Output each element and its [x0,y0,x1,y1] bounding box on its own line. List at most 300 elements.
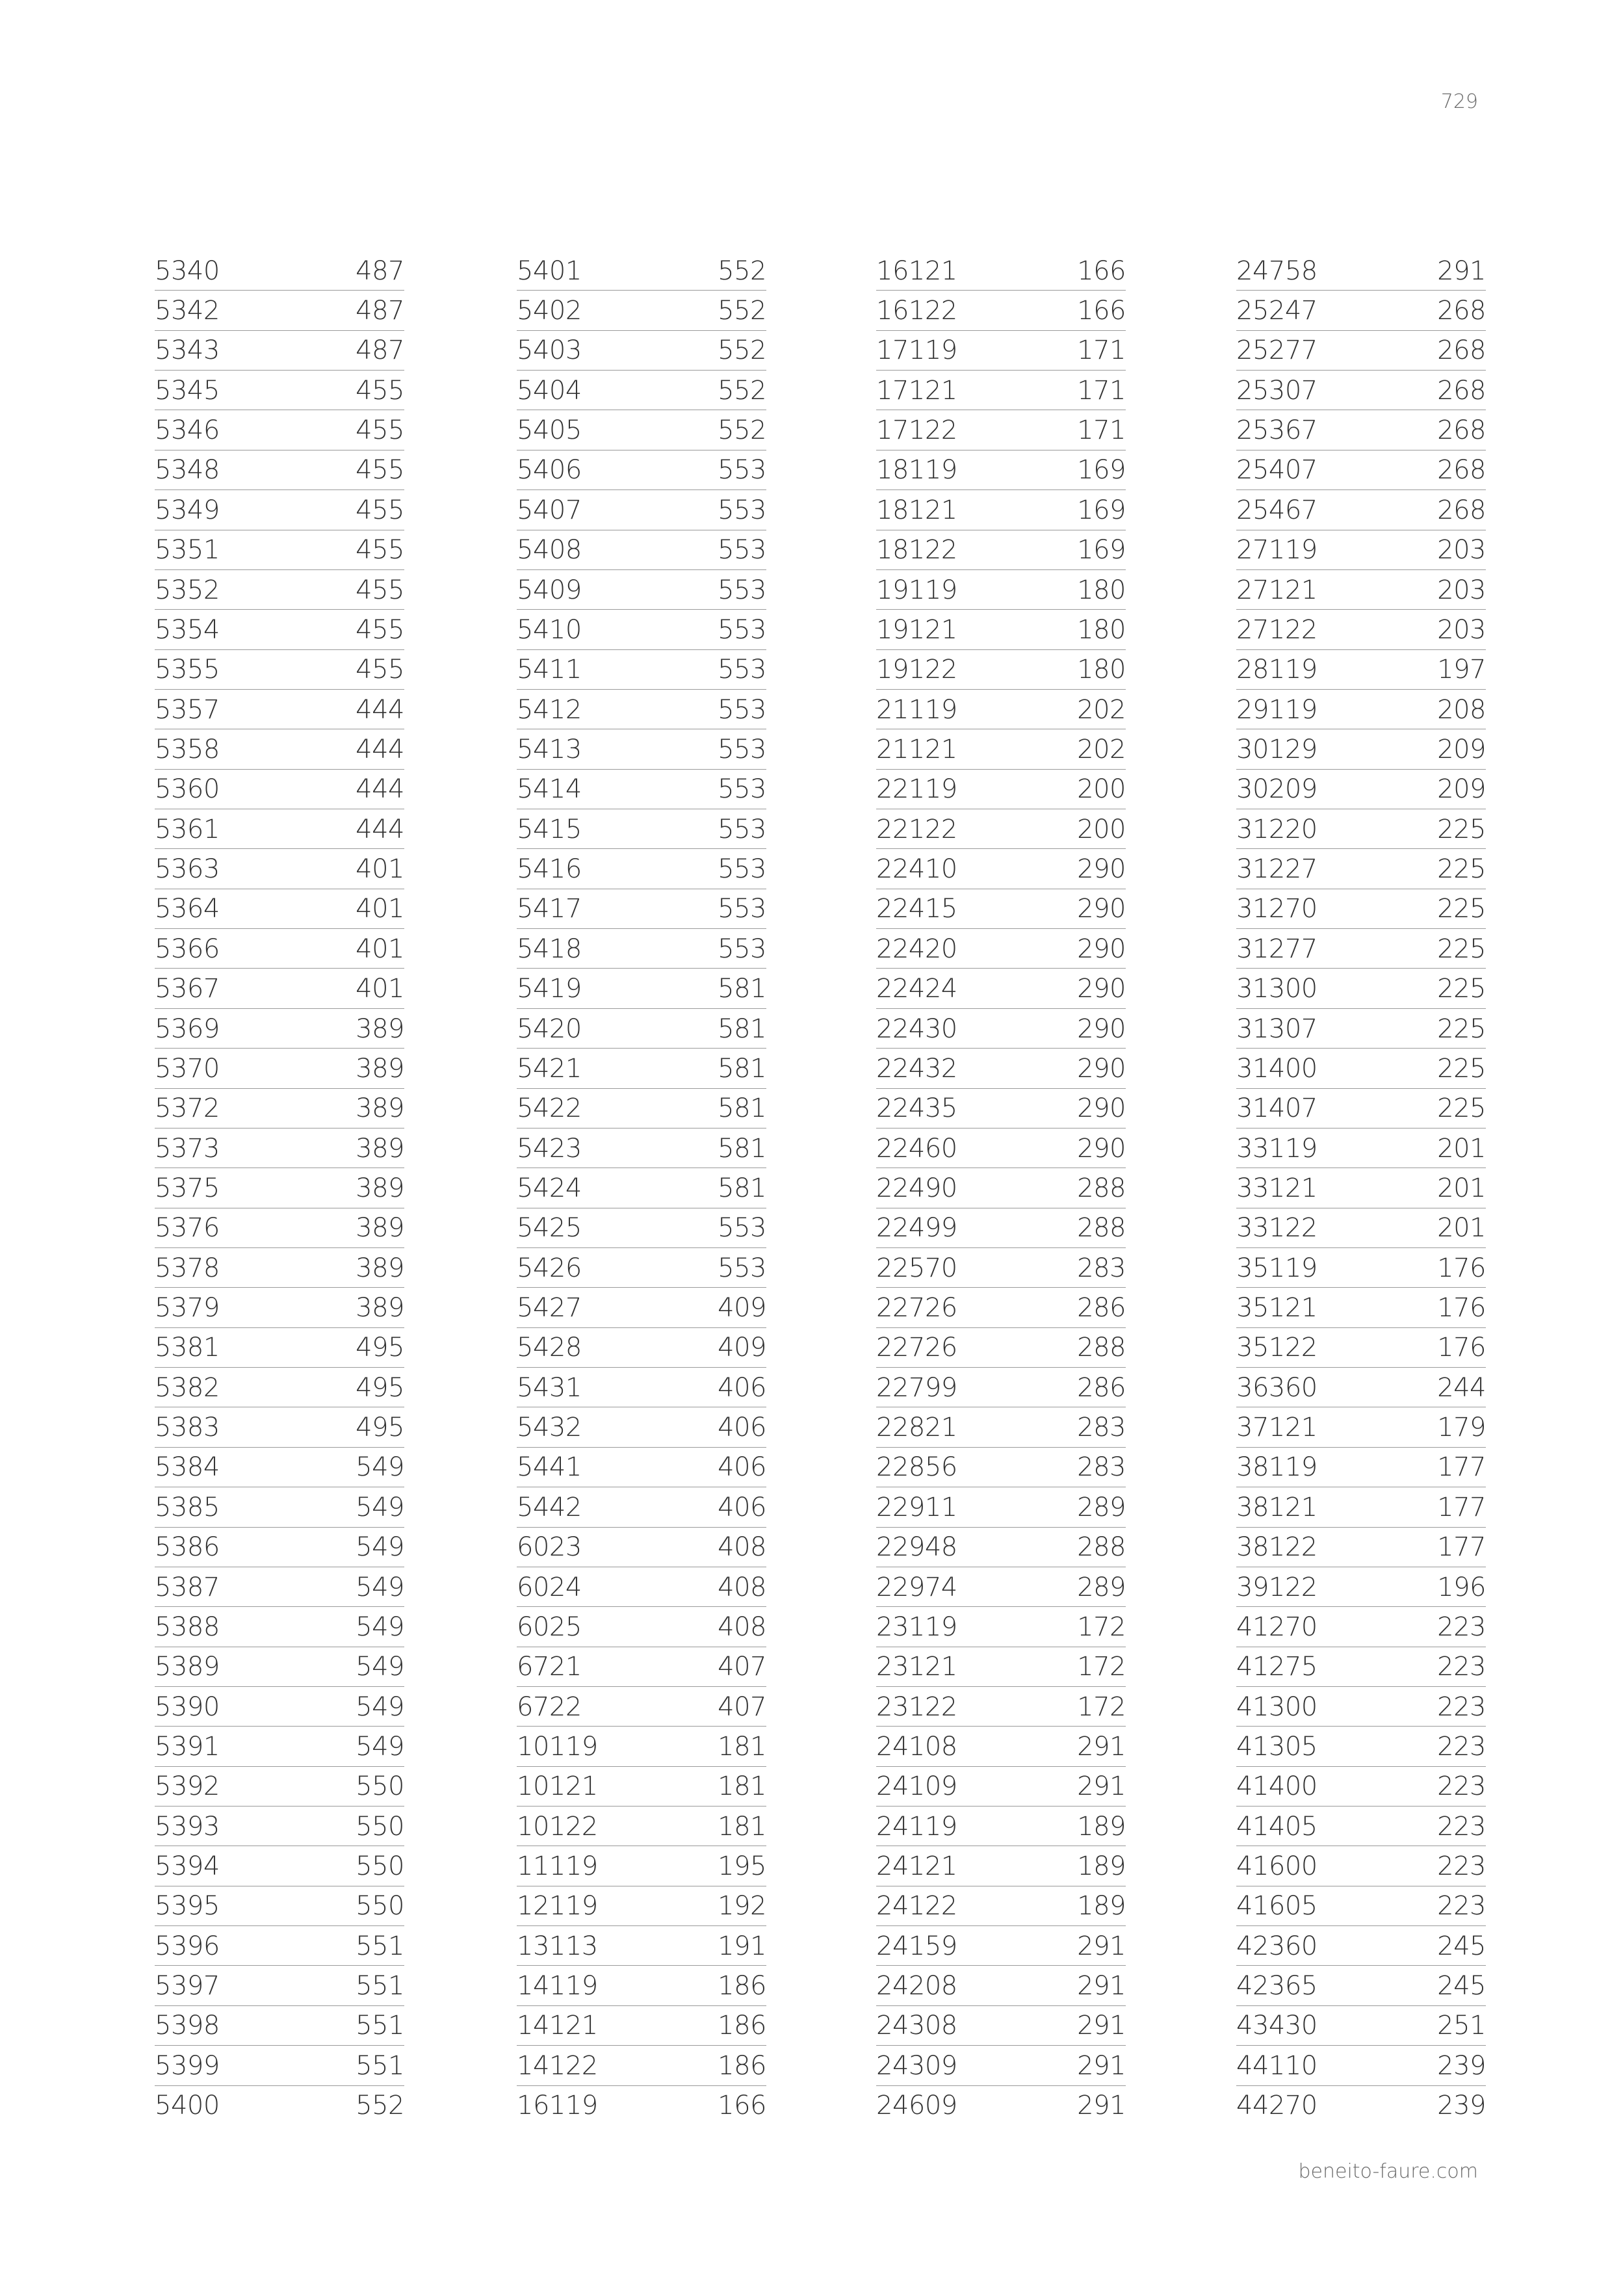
index-row [155,1407,404,1447]
reference-code: 14122 [517,2050,598,2081]
index-row [155,570,404,610]
reference-code: 17121 [876,375,957,406]
reference-code: 5398 [155,2011,220,2041]
page-reference: 552 [718,415,766,446]
index-row [1236,969,1486,1008]
page-reference: 290 [1077,854,1126,885]
page-reference: 553 [718,694,766,725]
index-row [876,1288,1126,1327]
page-reference: 239 [1437,2091,1486,2121]
page-reference: 181 [718,1811,766,1842]
page-reference: 200 [1077,774,1126,805]
index-row [517,610,766,649]
page-reference: 581 [718,1013,766,1044]
index-row [1236,2006,1486,2046]
reference-code: 16119 [517,2091,598,2121]
index-row [1236,1647,1486,1687]
page-reference: 209 [1437,734,1486,764]
index-row [517,1607,766,1647]
index-row [876,1528,1126,1567]
reference-code: 5384 [155,1452,220,1483]
page-reference: 389 [356,1053,404,1084]
page-reference: 268 [1437,335,1486,366]
index-row [876,490,1126,530]
index-row [876,969,1126,1008]
page-reference: 225 [1437,1053,1486,1084]
reference-code: 24609 [876,2091,957,2121]
index-row [517,650,766,690]
reference-code: 5401 [517,255,582,286]
page-reference: 495 [356,1333,404,1363]
page-reference: 288 [1077,1173,1126,1203]
reference-code: 5357 [155,694,220,725]
page-reference: 288 [1077,1333,1126,1363]
reference-code: 5396 [155,1931,220,1961]
index-row [876,1567,1126,1607]
index-row [155,1966,404,2005]
page-reference: 166 [1077,255,1126,286]
index-row [1236,929,1486,969]
index-row [517,2046,766,2085]
reference-code: 5390 [155,1691,220,1722]
page-reference: 288 [1077,1532,1126,1563]
page-reference: 176 [1437,1333,1486,1363]
reference-code: 25367 [1236,415,1318,446]
index-row [517,2086,766,2126]
index-row [876,291,1126,330]
index-row [1236,889,1486,929]
page-reference: 406 [718,1372,766,1403]
page-reference: 177 [1437,1532,1486,1563]
reference-code: 30209 [1236,774,1318,805]
index-row [876,1128,1126,1168]
page-reference: 444 [356,694,404,725]
page-reference: 172 [1077,1652,1126,1682]
index-row [155,1687,404,1727]
page-reference: 186 [718,2050,766,2081]
reference-code: 10119 [517,1731,598,1762]
index-row [1236,530,1486,570]
page-reference: 225 [1437,974,1486,1004]
page-reference: 551 [356,2050,404,2081]
index-row [517,849,766,889]
index-row [876,2086,1126,2126]
reference-code: 19122 [876,655,957,685]
index-row [517,1407,766,1447]
page-reference: 553 [718,614,766,645]
page-reference: 245 [1437,1971,1486,2002]
index-row [517,889,766,929]
reference-code: 5441 [517,1452,582,1483]
page-reference: 291 [1077,2011,1126,2041]
index-row [155,969,404,1008]
index-row [1236,690,1486,729]
page-reference: 225 [1437,854,1486,885]
page-reference: 201 [1437,1173,1486,1203]
index-row [876,1807,1126,1846]
reference-code: 22490 [876,1173,957,1203]
index-row [155,889,404,929]
page-reference: 169 [1077,535,1126,566]
page-reference: 553 [718,1253,766,1283]
page-reference: 455 [356,495,404,525]
page-reference: 389 [356,1213,404,1244]
reference-code: 5358 [155,734,220,764]
index-row [155,1448,404,1487]
index-row [876,1607,1126,1647]
page-reference: 290 [1077,1133,1126,1164]
index-row [517,570,766,610]
index-row [876,929,1126,969]
page-reference: 549 [356,1611,404,1642]
reference-code: 5391 [155,1731,220,1762]
reference-code: 22119 [876,774,957,805]
reference-code: 5421 [517,1053,582,1084]
page-reference: 176 [1437,1293,1486,1324]
index-row [517,530,766,570]
index-row [1236,1089,1486,1128]
page-reference: 550 [356,1811,404,1842]
page-reference: 208 [1437,694,1486,725]
reference-code: 33121 [1236,1173,1318,1203]
index-row [155,610,404,649]
index-row [517,809,766,849]
index-row [1236,371,1486,410]
reference-code: 5399 [155,2050,220,2081]
page-reference: 171 [1077,335,1126,366]
reference-code: 5367 [155,974,220,1004]
index-row [1236,251,1486,291]
reference-code: 25247 [1236,296,1318,326]
index-row [155,650,404,690]
index-row [155,2006,404,2046]
reference-code: 25277 [1236,335,1318,366]
page-reference: 407 [718,1652,766,1682]
reference-code: 44110 [1236,2050,1318,2081]
index-row [876,1926,1126,1966]
index-row [876,2046,1126,2085]
page-reference: 223 [1437,1652,1486,1682]
page-reference: 286 [1077,1293,1126,1324]
reference-code: 16122 [876,296,957,326]
index-row [517,1528,766,1567]
page-reference: 251 [1437,2011,1486,2041]
reference-code: 5379 [155,1293,220,1324]
page-reference: 223 [1437,1771,1486,1802]
reference-code: 11119 [517,1851,598,1882]
index-row [876,1089,1126,1128]
index-row [1236,570,1486,610]
page-reference: 550 [356,1891,404,1922]
reference-code: 24119 [876,1811,957,1842]
index-row [876,251,1126,291]
index-row [155,1846,404,1886]
page-reference: 189 [1077,1851,1126,1882]
index-column-3 [876,251,1126,2126]
reference-code: 41300 [1236,1691,1318,1722]
reference-code: 27122 [1236,614,1318,645]
index-row [1236,1049,1486,1088]
page-reference: 401 [356,974,404,1004]
reference-code: 22821 [876,1413,957,1443]
index-row [517,1926,766,1966]
page-reference: 455 [356,614,404,645]
index-row [517,1248,766,1288]
index-row [1236,1009,1486,1049]
reference-code: 33122 [1236,1213,1318,1244]
page-reference: 196 [1437,1572,1486,1602]
reference-code: 23122 [876,1691,957,1722]
reference-code: 27119 [1236,535,1318,566]
reference-code: 5373 [155,1133,220,1164]
reference-code: 22424 [876,974,957,1004]
index-row [155,1607,404,1647]
reference-code: 24108 [876,1731,957,1762]
index-row [1236,1807,1486,1846]
index-row [876,889,1126,929]
page-reference: 455 [356,535,404,566]
reference-code: 5394 [155,1851,220,1882]
page-reference: 290 [1077,1093,1126,1124]
index-row [155,1089,404,1128]
reference-code: 5431 [517,1372,582,1403]
reference-code: 41275 [1236,1652,1318,1682]
page-reference: 552 [718,335,766,366]
page-reference: 444 [356,814,404,844]
reference-code: 22499 [876,1213,957,1244]
reference-code: 5432 [517,1413,582,1443]
page-reference: 455 [356,375,404,406]
reference-code: 5351 [155,535,220,566]
reference-code: 5370 [155,1053,220,1084]
reference-code: 35121 [1236,1293,1318,1324]
reference-code: 23121 [876,1652,957,1682]
index-row [1236,490,1486,530]
index-row [517,1288,766,1327]
page-reference: 291 [1077,1731,1126,1762]
index-row [517,1128,766,1168]
index-row [517,331,766,371]
index-row [517,490,766,530]
page-reference: 166 [718,2091,766,2121]
index-row [155,1567,404,1607]
page-reference: 268 [1437,375,1486,406]
reference-code: 5400 [155,2091,220,2121]
page-reference: 290 [1077,933,1126,964]
index-row [876,1687,1126,1727]
page-reference: 487 [356,335,404,366]
index-row [1236,291,1486,330]
page-reference: 455 [356,455,404,486]
index-row [876,1846,1126,1886]
reference-code: 25467 [1236,495,1318,525]
index-row [517,1368,766,1407]
page-reference: 553 [718,933,766,964]
index-row [517,1168,766,1208]
page-reference: 191 [718,1931,766,1961]
page-reference: 223 [1437,1811,1486,1842]
page-reference: 389 [356,1293,404,1324]
page-reference: 189 [1077,1811,1126,1842]
reference-code: 5427 [517,1293,582,1324]
reference-code: 22432 [876,1053,957,1084]
index-row [155,729,404,769]
index-row [876,1407,1126,1447]
index-row [155,490,404,530]
page-reference: 223 [1437,1611,1486,1642]
reference-code: 5345 [155,375,220,406]
page-reference: 290 [1077,1013,1126,1044]
page-reference: 581 [718,1093,766,1124]
page-reference: 408 [718,1611,766,1642]
index-row [155,809,404,849]
index-row [1236,1487,1486,1527]
reference-code: 5369 [155,1013,220,1044]
page-reference: 549 [356,1452,404,1483]
index-row [876,570,1126,610]
reference-code: 41605 [1236,1891,1318,1922]
page-reference: 401 [356,854,404,885]
page-reference: 549 [356,1492,404,1522]
page-reference: 455 [356,655,404,685]
reference-code: 22570 [876,1253,957,1283]
reference-code: 6023 [517,1532,582,1563]
index-row [1236,1168,1486,1208]
reference-code: 5402 [517,296,582,326]
reference-code: 5388 [155,1611,220,1642]
reference-code: 17119 [876,335,957,366]
page-reference: 290 [1077,894,1126,924]
reference-code: 5409 [517,575,582,605]
index-row [1236,1407,1486,1447]
reference-code: 5364 [155,894,220,924]
reference-code: 41405 [1236,1811,1318,1842]
index-row [876,849,1126,889]
reference-code: 5420 [517,1013,582,1044]
reference-code: 6025 [517,1611,582,1642]
reference-code: 5416 [517,854,582,885]
index-column-2 [517,251,766,2126]
index-row [155,1487,404,1527]
page-reference: 389 [356,1093,404,1124]
page-reference: 553 [718,1213,766,1244]
reference-code: 23119 [876,1611,957,1642]
index-row [155,929,404,969]
reference-code: 31270 [1236,894,1318,924]
page-reference: 225 [1437,1093,1486,1124]
index-row [517,251,766,291]
index-row [1236,809,1486,849]
page-reference: 203 [1437,614,1486,645]
reference-code: 42360 [1236,1931,1318,1961]
page-reference: 581 [718,974,766,1004]
index-row [155,530,404,570]
page-reference: 288 [1077,1213,1126,1244]
index-row [1236,1248,1486,1288]
page-reference: 290 [1077,1053,1126,1084]
page-reference: 581 [718,1053,766,1084]
page-reference: 186 [718,2011,766,2041]
page-reference: 553 [718,854,766,885]
page-reference: 444 [356,734,404,764]
page-reference: 407 [718,1691,766,1722]
reference-code: 5361 [155,814,220,844]
page-reference: 223 [1437,1891,1486,1922]
page-reference: 581 [718,1133,766,1164]
reference-code: 39122 [1236,1572,1318,1602]
index-row [1236,2046,1486,2085]
reference-code: 24758 [1236,255,1318,286]
reference-code: 24308 [876,2011,957,2041]
index-row [155,1926,404,1966]
index-row [876,410,1126,450]
reference-code: 5403 [517,335,582,366]
reference-code: 18122 [876,535,957,566]
page-reference: 195 [718,1851,766,1882]
reference-code: 6024 [517,1572,582,1602]
index-row [1236,1448,1486,1487]
reference-code: 5382 [155,1372,220,1403]
index-row [876,690,1126,729]
page-number: 729 [1440,90,1478,113]
reference-code: 10122 [517,1811,598,1842]
reference-code: 33119 [1236,1133,1318,1164]
page-reference: 209 [1437,774,1486,805]
reference-code: 5422 [517,1093,582,1124]
reference-code: 22799 [876,1372,957,1403]
index-row [1236,2086,1486,2126]
index-row [517,1487,766,1527]
reference-code: 12119 [517,1891,598,1922]
reference-code: 5423 [517,1133,582,1164]
page-reference: 172 [1077,1691,1126,1722]
reference-code: 10121 [517,1771,598,1802]
index-row [155,1647,404,1687]
index-row [876,1328,1126,1368]
reference-code: 5413 [517,734,582,764]
page-reference: 409 [718,1333,766,1363]
index-row [1236,1926,1486,1966]
index-row [1236,410,1486,450]
reference-code: 5426 [517,1253,582,1283]
page-reference: 179 [1437,1413,1486,1443]
index-row [876,371,1126,410]
index-row [876,1767,1126,1807]
reference-code: 5352 [155,575,220,605]
index-row [1236,1886,1486,1926]
reference-code: 29119 [1236,694,1318,725]
index-row [155,1049,404,1088]
page-reference: 268 [1437,455,1486,486]
reference-code: 5419 [517,974,582,1004]
reference-code: 5387 [155,1572,220,1602]
index-row [517,969,766,1008]
page-reference: 223 [1437,1851,1486,1882]
index-row [876,809,1126,849]
page-reference: 223 [1437,1691,1486,1722]
reference-code: 5342 [155,296,220,326]
page-reference: 401 [356,894,404,924]
page-reference: 286 [1077,1372,1126,1403]
reference-code: 19121 [876,614,957,645]
page-reference: 553 [718,894,766,924]
index-row [1236,1727,1486,1766]
page-reference: 291 [1077,1971,1126,2002]
page-reference: 186 [718,1971,766,2002]
page-reference: 552 [356,2091,404,2121]
reference-code: 5349 [155,495,220,525]
reference-code: 31400 [1236,1053,1318,1084]
